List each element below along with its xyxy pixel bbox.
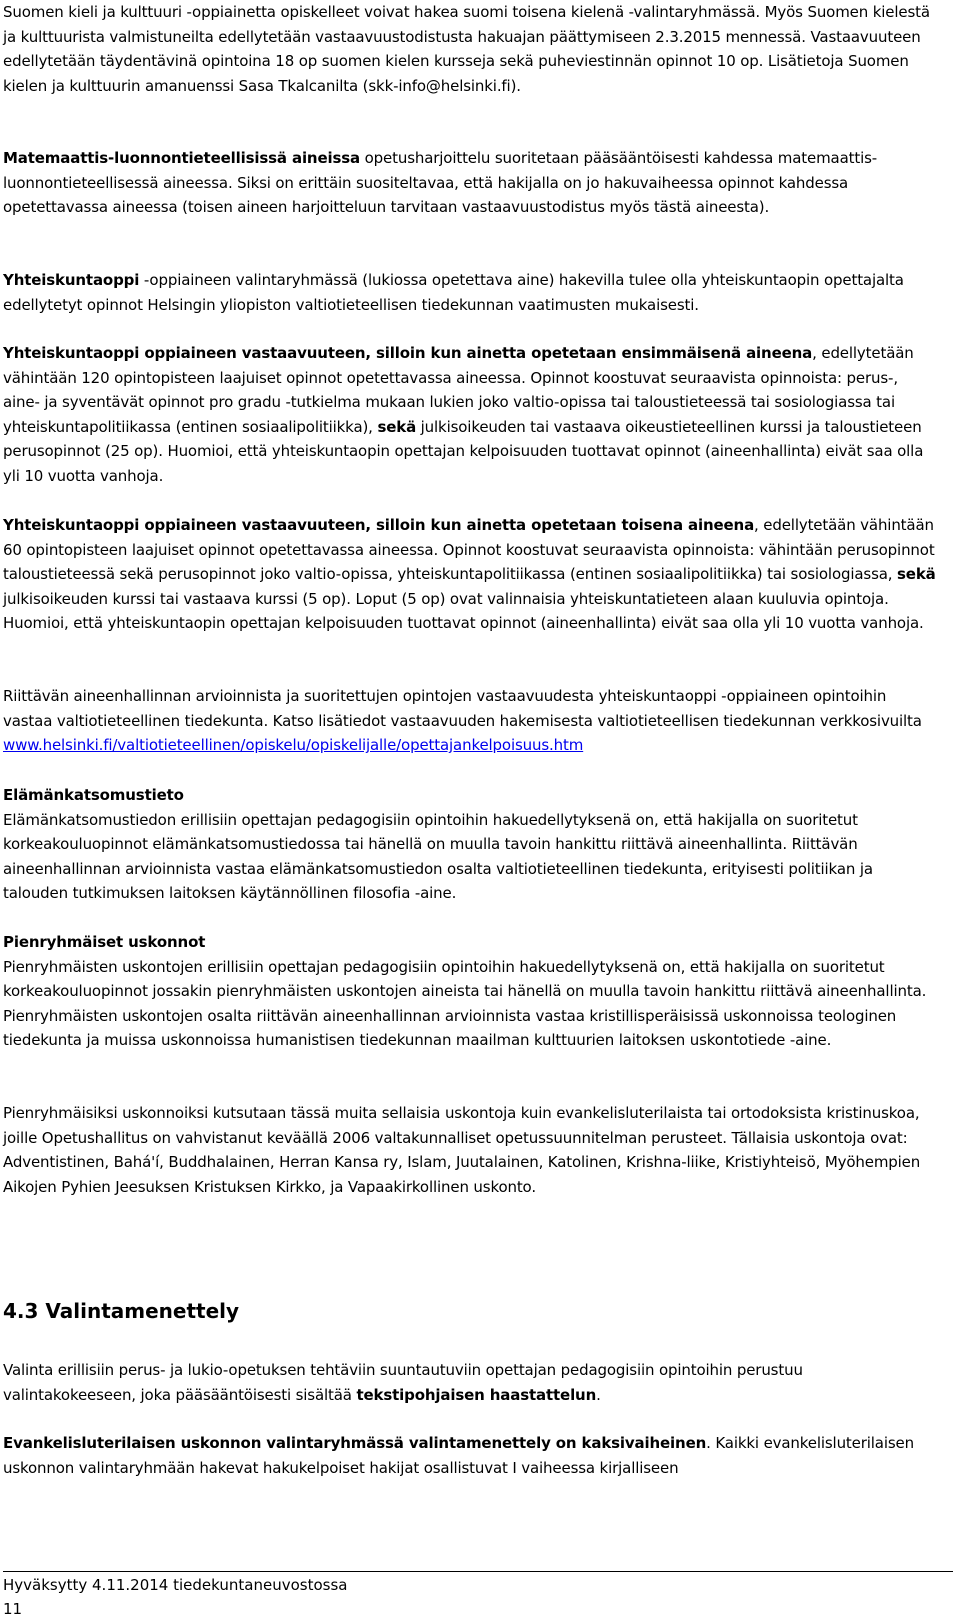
text-social-second-subject-1: , edellytetään vähintään 60 opintopisteen laajuiset opinnot opetettavassa aineessa. Opinnot koostuvat seuraavista opinnoista: vähintään perusopinnot taloustieteessä sekä perusopinnot joko valtio-opissa, yhteiskuntapolitiikassa (entinen sosiaalipolitiikka) tai sosiologiassa, — [3, 516, 935, 583]
label-social-second-subject: Yhteiskuntaoppi oppiaineen vastaavuuteen, silloin kun ainetta opetetaan toisena aineena — [3, 516, 755, 534]
label-lutheran: Evankelisluterilaisen uskonnon valintaryhmässä valintamenettely on kaksivaiheinen — [3, 1434, 707, 1452]
label-interview: tekstipohjaisen haastattelun — [356, 1385, 597, 1404]
text-minority-religions: Pienryhmäisten uskontojen erillisiin opettajan pedagogisiin opintoihin hakuedellytyksenä on, että hakijalla on suoritetut korkeakouluopinnot jossakin pienryhmäisten uskontojen aineista tai hänellä on muulla tavoin hankittu riittävä aineenhallinta. Pienryhmäisten uskontojen osalta riittävän aineenhallinnan arvioinnista vastaa kristillisperäisissä uskonnoissa teologinen tiedekunta ja muissa uskonnoissa humanistisen tiedekunnan maailman kulttuurien laitoksen uskontotiede -aine. — [3, 957, 927, 1049]
paragraph-lutheran — [3, 1431, 938, 1480]
footer-divider — [3, 1571, 953, 1572]
page-number: 11 — [3, 1600, 23, 1618]
paragraph-social-studies — [3, 268, 938, 317]
heading-ethics: Elämänkatsomustieto — [3, 786, 184, 804]
text-math-science: opetusharjoittelu suoritetaan pääsääntöisesti kahdessa matemaattis-luonnontieteellisessä aineessa. Siksi on erittäin suositeltavaa, että hakijalla on jo hakuvaiheessa opinnot kahdessa opetettavassa aineessa (toisen aineen harjoitteluun tarvitaan vastaavuustodistus myös tästä aineesta). — [3, 149, 878, 216]
text-social-studies: -oppiaineen valintaryhmässä (lukiossa opetettava aine) hakevilla tulee olla yhteiskuntaopin opettajalta edellytetyt opinnot Helsingin yliopiston valtiotieteellisen tiedekunnan vaatimusten mukaisesti. — [3, 271, 904, 314]
paragraph-finnish-language: Suomen kieli ja kulttuuri -oppiainetta opiskelleet voivat hakea suomi toisena kielenä -valintaryhmässä. Myös Suomen kielestä ja kulttuurista valmistuneilta edellytetään vastaavuustodistusta hakuajan päättymiseen 2.3.2015 mennessä. Vastaavuuteen edellytetään täydentävinä opintoina 18 op suomen kielen kursseja sekä puheviestinnän opinnot 10 op. Lisätietoja Suomen kielen ja kulttuurin amanuenssi Sasa Tkalcanilta (skk-info@helsinki.fi). — [3, 3, 930, 95]
footer-approval: Hyväksytty 4.11.2014 tiedekuntaneuvostossa — [3, 1576, 348, 1594]
label-seka-2: sekä — [897, 565, 936, 583]
section-heading: 4.3 Valintamenettely — [3, 1299, 240, 1323]
paragraph-minority-religions-list: Pienryhmäisiksi uskonnoiksi kutsutaan tässä muita sellaisia uskontoja kuin evankelisluterilaista tai ortodoksista kristinuskoa, joille Opetushallitus on vahvistanut keväällä 2006 valtakunnalliset opetussuunnitelman perusteet. Tällaisia uskontoja ovat: Adventistinen, Bahá'í, Buddhalainen, Herran Kansa ry, Islam, Juutalainen, Katolinen, Krishna-liike, Kristiyhteisö, Myöhempien Aikojen Pyhien Jeesuksen Kristuksen Kirkko, ja Vapaakirkollinen uskonto. — [3, 1104, 921, 1196]
text-selection: Valinta erillisiin perus- ja lukio-opetuksen tehtäviin suuntautuviin opettajan pedagogisiin opintoihin perustuu valintakokeeseen, joka pääsääntöisesti sisältää — [3, 1361, 803, 1404]
text-social-first-subject-2: julkisoikeuden tai vastaava oikeustieteellinen kurssi ja taloustieteen perusopinnot (25 op). Huomioi, että yhteiskuntaopin opettajan kelpoisuuden tuottavat opinnot (aineenhallinta) eivät saa olla yli 10 vuotta vanhoja. — [3, 417, 924, 485]
text-lutheran: . Kaikki evankelisluterilaisen uskonnon valintaryhmään hakevat hakukelpoiset hakijat osallistuvat I vaiheessa kirjalliseen — [3, 1434, 914, 1477]
text-social-second-subject-2: julkisoikeuden kurssi tai vastaava kurssi (5 op). Loput (5 op) ovat valinnaisia yhteiskuntatieteen alaan kuuluvia opintoja. Huomioi, että yhteiskuntaopin opettajan kelpoisuuden tuottavat opinnot (aineenhallinta) eivät saa olla yli 10 vuotta vanhoja. — [3, 589, 924, 632]
paragraph-ethics — [3, 783, 938, 906]
text-ethics: Elämänkatsomustiedon erillisiin opettajan pedagogisiin opintoihin hakuedellytyksenä on, että hakijalla on suoritetut korkeakouluopinnot elämänkatsomustiedossa tai hänellä on muulla tavoin hankittu riittävä aineenhallinta. Riittävän aineenhallinnan arvioinnista vastaa elämänkatsomustiedon osalta valtiotieteellinen tiedekunta, erityisesti politiikan ja talouden tutkimuksen laitoksen käytännöllinen filosofia -aine. — [3, 810, 873, 902]
label-social-first-subject: Yhteiskuntaoppi oppiaineen vastaavuuteen, silloin kun ainetta opetetaan ensimmäisenä aineena — [3, 344, 813, 362]
text-social-first-subject-1: , edellytetään vähintään 120 opintopisteen laajuiset opinnot opetettavassa aineessa. Opinnot koostuvat seuraavista opinnoista: perus-, aine- ja syventävät opinnot pro gradu -tutkielma mukaan lukien joko valtio-opissa tai taloustieteessä tai sosiologiassa tai yhteiskuntapolitiikassa (entinen sosiaalipolitiikka), — [3, 344, 914, 436]
label-social-studies: Yhteiskuntaoppi — [3, 271, 140, 289]
link-faculty-website[interactable]: www.helsinki.fi/valtiotieteellinen/opiskelu/opiskelijalle/opettajankelpoisuus.htm — [3, 736, 584, 754]
paragraph-minority-religions — [3, 930, 938, 1053]
heading-minority-religions: Pienryhmäiset uskonnot — [3, 933, 206, 951]
label-math-science: Matemaattis-luonnontieteellisissä aineissa — [3, 149, 361, 167]
paragraph-social-first-subject — [3, 341, 938, 488]
text-assessment: Riittävän aineenhallinnan arvioinnista ja suoritettujen opintojen vastaavuudesta yhteiskuntaoppi -oppiaineen opintoihin vastaa valtiotieteellinen tiedekunta. Katso lisätiedot vastaavuuden hakemisesta valtiotieteellisen tiedekunnan verkkosivuilta — [3, 687, 922, 730]
paragraph-social-second-subject — [3, 513, 938, 636]
paragraph-assessment — [3, 684, 938, 758]
paragraph-selection — [3, 1358, 938, 1407]
text-selection-end: . — [596, 1385, 601, 1404]
paragraph-math-science — [3, 146, 938, 220]
label-seka-1: sekä — [377, 417, 417, 436]
